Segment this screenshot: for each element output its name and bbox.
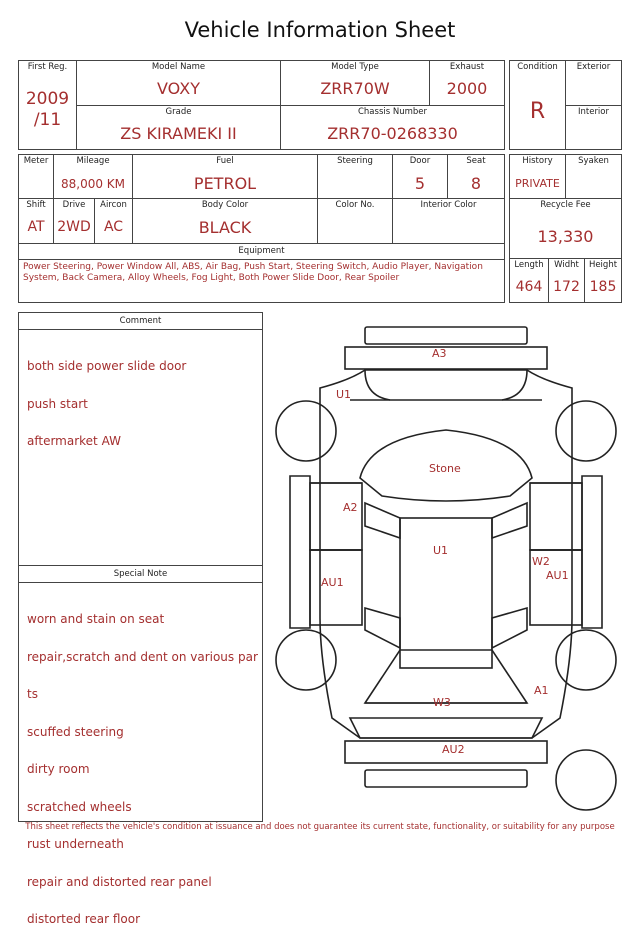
rear-left-wheel xyxy=(276,630,336,690)
interior-label: Interior xyxy=(577,107,609,117)
special-note-line: repair and distorted rear panel xyxy=(27,874,212,889)
left-side-panel xyxy=(290,476,310,628)
front-left-wheel xyxy=(276,401,336,461)
meter-label: Meter xyxy=(23,156,49,166)
fuel-value: PETROL xyxy=(193,174,257,193)
roof xyxy=(400,518,492,668)
special-note-line: ts xyxy=(27,687,38,701)
comment-label: Comment xyxy=(119,316,162,326)
left-headlight xyxy=(365,370,390,400)
damage-mark-w2: W2 xyxy=(532,555,550,568)
special-note-line: worn and stain on seat xyxy=(27,612,165,626)
damage-mark-u1-front: U1 xyxy=(336,388,352,401)
aircon-label: Aircon xyxy=(100,200,127,210)
special-note-text xyxy=(27,588,258,951)
damage-mark-a3: A3 xyxy=(432,347,447,360)
comment-line: aftermarket AW xyxy=(27,434,121,448)
damage-mark-au1-left: AU1 xyxy=(321,576,344,589)
aircon-cell xyxy=(94,198,133,244)
steering-label: Steering xyxy=(337,156,373,166)
model-name-label: Model Name xyxy=(151,62,206,72)
color-no-cell xyxy=(317,198,393,244)
right-front-door xyxy=(530,483,582,550)
footer-disclaimer: This sheet reflects the vehicle's condition at issuance and does not guarantee its current state, functionality, or suitability for any purpose xyxy=(25,822,615,832)
special-note-label: Special Note xyxy=(113,569,168,579)
model-type-cell xyxy=(280,60,430,106)
left-rear-window xyxy=(365,608,400,648)
height-label: Height xyxy=(588,260,618,270)
spare-wheel xyxy=(556,750,616,810)
damage-mark-w3: W3 xyxy=(433,696,451,709)
model-name-cell xyxy=(76,60,281,106)
special-note-line: scuffed steering xyxy=(27,724,124,739)
length-label: Length xyxy=(514,260,544,270)
shift-value: AT xyxy=(27,219,45,235)
right-headlight xyxy=(502,370,527,400)
equipment-label: Equipment xyxy=(238,246,285,256)
chassis-cell xyxy=(280,105,505,150)
width-cell xyxy=(548,258,585,303)
chassis-value: ZRR70-0268330 xyxy=(327,124,458,143)
notes-panel xyxy=(18,312,263,926)
first-reg-cell xyxy=(18,60,77,150)
drive-label: Drive xyxy=(62,200,86,210)
equipment-list: Power Steering, Power Window All, ABS, Air Bag, Push Start, Steering Switch, Audio Player, Navigation System, Back Camera, Alloy Wheels, Fog Light, Both Power Slide Door, Rear Spoiler xyxy=(23,262,483,283)
first-reg-value: 2009 /11 xyxy=(25,89,70,130)
damage-mark-u1-center: U1 xyxy=(433,544,449,557)
seat-cell xyxy=(447,154,505,199)
length-value: 464 xyxy=(515,279,543,295)
grade-cell xyxy=(76,105,281,150)
interior-color-cell xyxy=(392,198,505,244)
door-value: 5 xyxy=(414,174,426,193)
front-bumper-outline xyxy=(365,327,527,344)
mileage-value: 88,000 KM xyxy=(60,177,126,191)
fuel-cell xyxy=(132,154,318,199)
drive-value: 2WD xyxy=(57,219,91,235)
front-right-wheel xyxy=(556,401,616,461)
history-label: History xyxy=(522,156,553,166)
damage-mark-a2: A2 xyxy=(343,501,358,514)
model-type-value: ZRR70W xyxy=(320,79,390,98)
syaken-cell xyxy=(565,154,622,199)
special-note-line: repair,scratch and dent on various par xyxy=(27,649,258,664)
left-front-door xyxy=(310,483,362,550)
history-cell xyxy=(509,154,566,199)
exterior-cell xyxy=(565,60,622,106)
page-title: Vehicle Information Sheet xyxy=(184,18,456,42)
special-note-line: dirty room xyxy=(27,762,90,776)
length-cell xyxy=(509,258,549,303)
history-value: PRIVATE xyxy=(515,177,560,190)
meter-cell xyxy=(18,154,54,199)
condition-value: R xyxy=(529,99,546,124)
body-color-label: Body Color xyxy=(201,200,249,210)
special-note-header xyxy=(19,565,262,583)
model-name-value: VOXY xyxy=(157,79,200,98)
car-damage-diagram xyxy=(270,318,630,820)
left-front-window xyxy=(365,503,400,538)
exhaust-label: Exhaust xyxy=(449,62,485,72)
grade-label: Grade xyxy=(165,107,192,117)
model-type-label: Model Type xyxy=(331,62,379,72)
exterior-label: Exterior xyxy=(576,62,611,72)
recycle-fee-value: 13,330 xyxy=(537,227,594,246)
seat-label: Seat xyxy=(466,156,486,166)
body-color-value: BLACK xyxy=(198,218,252,237)
equipment-cell xyxy=(18,243,505,303)
recycle-fee-cell xyxy=(509,198,622,259)
right-side-panel xyxy=(582,476,602,628)
condition-cell xyxy=(509,60,566,150)
recycle-fee-label: Recycle Fee xyxy=(540,200,591,210)
width-value: 172 xyxy=(553,279,580,295)
mileage-cell xyxy=(53,154,133,199)
damage-mark-au1-right: AU1 xyxy=(546,569,569,582)
right-front-window xyxy=(492,503,527,538)
door-label: Door xyxy=(409,156,431,166)
exhaust-cell xyxy=(429,60,505,106)
width-label: Widht xyxy=(554,260,579,270)
fuel-label: Fuel xyxy=(216,156,234,166)
first-reg-label: First Reg. xyxy=(27,62,68,72)
interior-cell xyxy=(565,105,622,150)
color-no-label: Color No. xyxy=(335,200,375,210)
shift-cell xyxy=(18,198,54,244)
grade-value: ZS KIRAMEKI II xyxy=(120,124,237,143)
aircon-value: AC xyxy=(103,219,124,235)
damage-mark-a1: A1 xyxy=(534,684,549,697)
syaken-label: Syaken xyxy=(578,156,609,166)
height-cell xyxy=(584,258,622,303)
tailgate-panel xyxy=(350,718,542,738)
body-color-cell xyxy=(132,198,318,244)
comment-line: both side power slide door xyxy=(27,359,187,373)
special-note-line: distorted rear floor xyxy=(27,912,141,926)
special-note-line: scratched wheels xyxy=(27,799,132,814)
exhaust-value: 2000 xyxy=(446,79,488,98)
drive-cell xyxy=(53,198,95,244)
chassis-label: Chassis Number xyxy=(357,107,428,117)
mileage-label: Mileage xyxy=(76,156,110,166)
seat-value: 8 xyxy=(470,174,482,193)
comment-header xyxy=(19,313,262,330)
right-rear-window xyxy=(492,608,527,648)
comment-line: push start xyxy=(27,396,88,411)
height-value: 185 xyxy=(589,279,617,295)
shift-label: Shift xyxy=(26,200,46,210)
interior-color-label: Interior Color xyxy=(420,200,477,210)
rear-right-wheel xyxy=(556,630,616,690)
special-note-line: rust underneath xyxy=(27,837,124,851)
condition-label: Condition xyxy=(517,62,558,72)
damage-mark-au2: AU2 xyxy=(442,743,465,756)
steering-cell xyxy=(317,154,393,199)
door-cell xyxy=(392,154,448,199)
comment-text xyxy=(27,335,258,473)
damage-mark-stone: Stone xyxy=(429,462,461,475)
rear-bumper-outline xyxy=(365,770,527,787)
